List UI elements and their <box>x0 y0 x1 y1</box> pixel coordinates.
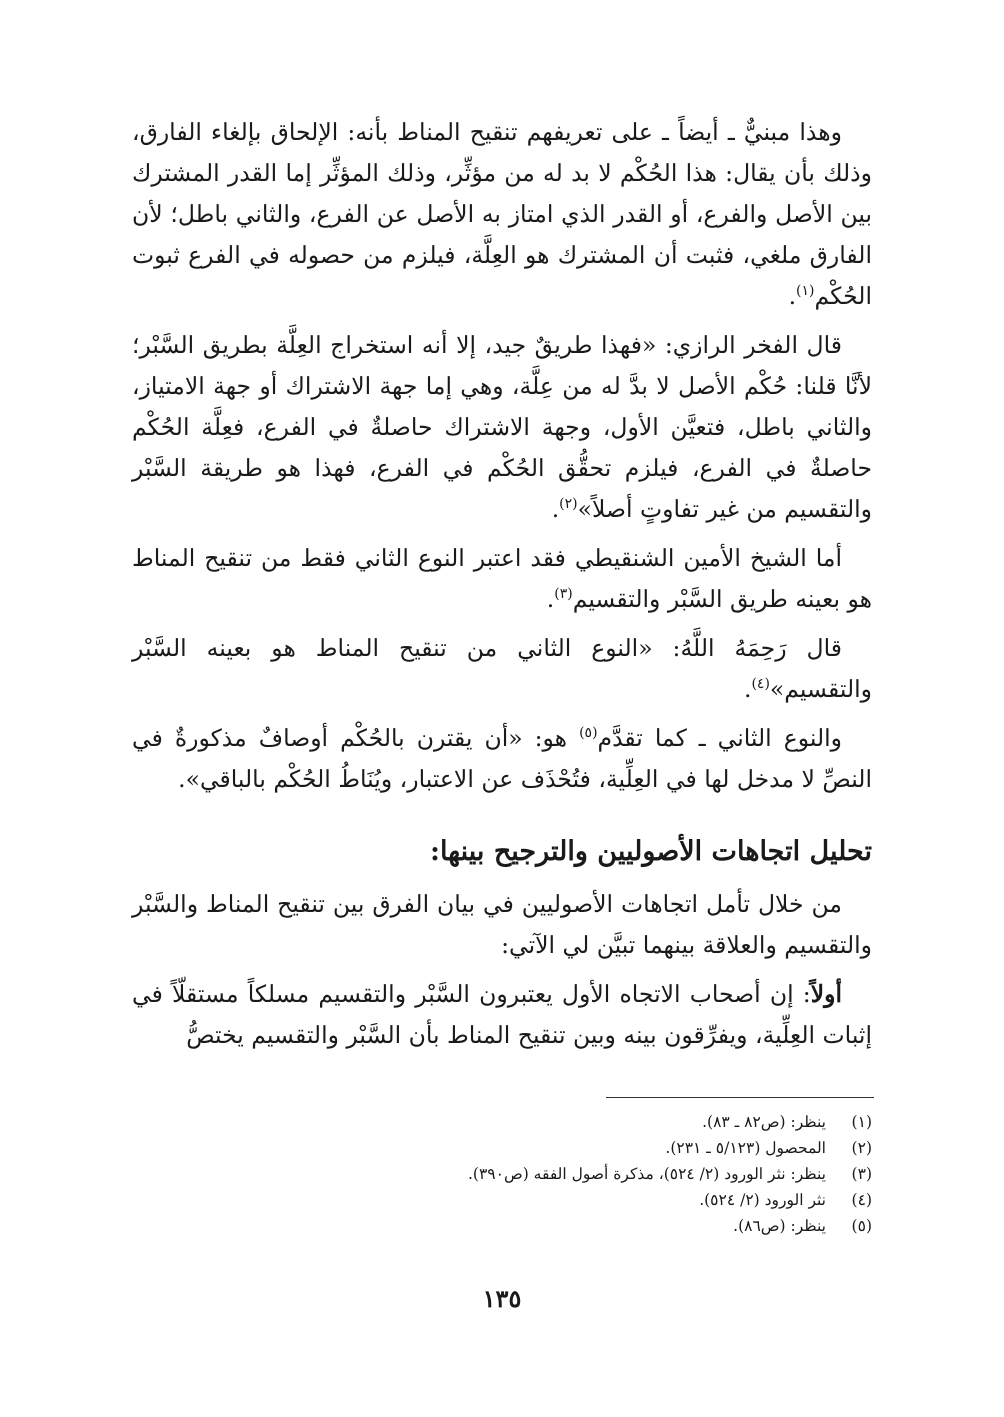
page-body <box>132 112 872 1064</box>
footnote-number: (٢) <box>851 1139 872 1157</box>
paragraph-4 <box>132 628 872 710</box>
paragraph-7 <box>132 974 872 1056</box>
footnote-1 <box>132 1110 872 1135</box>
footnote-text: ينظر: (ص٨٢ ـ ٨٣). <box>702 1113 826 1131</box>
footnotes <box>132 1110 872 1240</box>
paragraph-text: قال رَحِمَهُ اللَّهُ: «النوع الثاني من تنقيح المناط هو بعينه السَّبْر والتقسيم» <box>132 634 872 703</box>
paragraph-6 <box>132 884 872 966</box>
footnote-number: (١) <box>851 1113 872 1131</box>
paragraph-end: . <box>743 675 752 703</box>
footnote-text: ينظر: (ص٨٦). <box>733 1217 826 1235</box>
paragraph-text: : إن أصحاب الاتجاه الأول يعتبرون السَّبْر والتقسيم مسلكاً مستقلّاً في إثبات العِلِّية، ويفرِّقون بينه وبين تنقيح المناط بأن السَّبْر والتقسيم يختصُّ <box>132 980 872 1049</box>
footnote-text: ينظر: نثر الورود (٢/ ٥٢٤)، مذكرة أصول الفقه (ص٣٩٠). <box>468 1165 826 1183</box>
paragraph-2 <box>132 325 872 530</box>
page-number: ١٣٥ <box>482 1284 522 1313</box>
footnote-ref-1[interactable]: (١) <box>796 283 815 300</box>
footnote-3 <box>132 1162 872 1187</box>
footnote-divider <box>606 1097 874 1098</box>
paragraph-end: . <box>551 495 560 523</box>
footnote-ref-2[interactable]: (٢) <box>559 496 578 513</box>
footnote-2 <box>132 1136 872 1161</box>
lead-word: أولاً <box>810 980 842 1008</box>
paragraph-text: قال الفخر الرازي: «فهذا طريقٌ جيد، إلا أنه استخراج العِلَّة بطريق السَّبْر؛ لأنَّا قلنا: حُكْم الأصل لا بدَّ له من عِلَّة، وهي إما جهة الاشتراك أو جهة الامتياز، والثاني باطل، فتعيَّن الأول، وجهة الاشتراك حاصلةٌ في الفرع، فعِلَّة الحُكْم حاصلةٌ في الفرع، فيلزم تحقُّق الحُكْم في الفرع، فهذا هو طريقة السَّبْر والتقسيم من غير تفاوتٍ أصلاً» <box>132 331 872 523</box>
footnote-ref-3[interactable]: (٣) <box>554 586 573 603</box>
paragraph-text: من خلال تأمل اتجاهات الأصوليين في بيان الفرق بين تنقيح المناط والسَّبْر والتقسيم والعلاقة بينهما تبيَّن لي الآتي: <box>132 890 872 959</box>
footnote-ref-5[interactable]: (٥) <box>579 725 598 742</box>
footnote-text: نثر الورود (٢/ ٥٢٤). <box>699 1191 826 1209</box>
footnote-text: المحصول (٥/١٢٣ ـ ٢٣١). <box>665 1139 826 1157</box>
section-heading: تحليل اتجاهات الأصوليين والترجيح بينها: <box>429 836 872 867</box>
footnote-5 <box>132 1214 872 1239</box>
footnote-ref-4[interactable]: (٤) <box>751 676 770 693</box>
footnote-4 <box>132 1188 872 1213</box>
footnote-number: (٤) <box>851 1191 872 1209</box>
paragraph-end: . <box>546 585 555 613</box>
paragraph-end: هو: «أن يقترن بالحُكْم أوصافٌ مذكورةٌ في النصِّ لا مدخل لها في العِلِّية، فتُحْذَف عن الاعتبار، ويُنَاطُ الحُكْم بالباقي». <box>132 724 872 793</box>
paragraph-text: أما الشيخ الأمين الشنقيطي فقد اعتبر النوع الثاني فقط من تنقيح المناط هو بعينه طريق السَّبْر والتقسيم <box>132 544 872 613</box>
paragraph-5 <box>132 718 872 800</box>
paragraph-text: وهذا مبنيٌّ ـ أيضاً ـ على تعريفهم تنقيح المناط بأنه: الإلحاق بإلغاء الفارق، وذلك بأن يقال: هذا الحُكْم لا بد له من مؤثِّر، وذلك المؤثِّر إما القدر المشترك بين الأصل والفرع، أو القدر الذي امتاز به الأصل عن الفرع، والثاني باطل؛ لأن الفارق ملغي، فثبت أن المشترك هو العِلَّة، فيلزم من حصوله في الفرع ثبوت الحُكْم <box>132 118 872 310</box>
paragraph-1 <box>132 112 872 317</box>
paragraph-text: والنوع الثاني ـ كما تقدَّم <box>597 724 842 752</box>
paragraph-end: . <box>788 282 797 310</box>
footnote-number: (٥) <box>851 1217 872 1235</box>
footnote-number: (٣) <box>851 1165 872 1183</box>
paragraph-3 <box>132 538 872 620</box>
